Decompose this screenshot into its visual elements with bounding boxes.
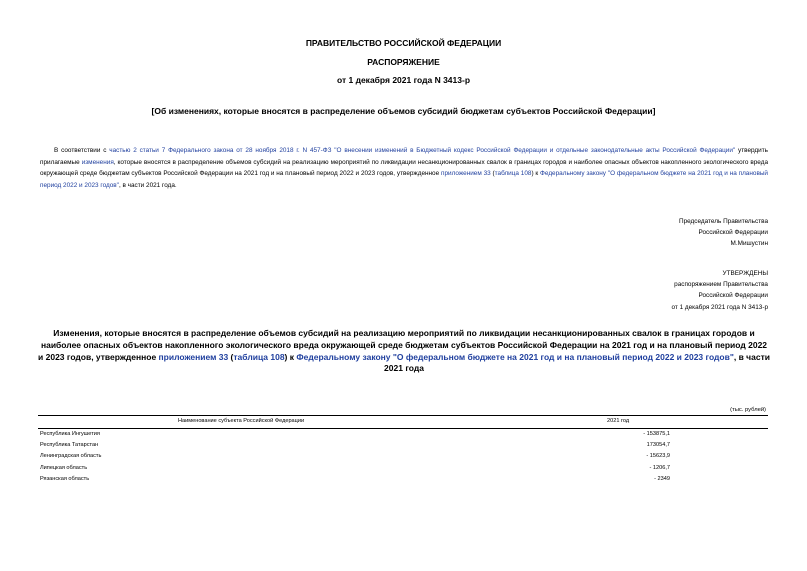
federal-budget-law-link[interactable]: Федеральному закону "О федеральном бюджете на 2021 год и на плановый период 2022 и 2023 годов" [296,351,734,362]
table-row [38,440,768,451]
table-108-link[interactable]: таблица 108 [494,170,532,178]
signature-block [679,216,768,250]
region-name: Ленинградская область [40,453,102,460]
approved-line: Российской Федерации [698,292,768,300]
paragraph-text: ( [490,170,495,178]
region-name: Липецкая область [40,464,88,471]
authority-heading: ПРАВИТЕЛЬСТВО РОССИЙСКОЙ ФЕДЕРАЦИИ [305,38,502,48]
title-text: Изменения, которые вносятся в распределение объемов субсидий на реализацию мероприятий по ликвидации несанкционированных свалок в границах городов и наиболее опасных объектов накопленного экологического вреда окружающей среде бюджетам субъектов Российской Федерации на 2021 год и на плановый период 2022 и 2023 годов, утвержденное [38,328,768,362]
unit-label: (тыс. рублей) [730,407,766,413]
table-108-link[interactable]: таблица 108 [233,351,285,362]
title-text: ( [228,351,234,362]
approved-block [671,268,768,313]
appendix-33-link[interactable]: приложением 33 [158,351,229,362]
signature-line: М.Мишустин [730,240,768,248]
paragraph-text: ) к [531,170,541,178]
title-text: ) к [284,351,297,362]
table-header [38,415,768,429]
region-name: Республика Татарстан [40,442,99,449]
region-value: - 2349 [654,475,670,482]
title-text: , в части 2021 года [384,351,770,374]
approved-line: от 1 декабря 2021 года N 3413-р [671,303,768,311]
appendix-33-link[interactable]: приложением 33 [441,170,491,178]
law-457-link[interactable]: частью 2 статьи 7 Федерального закона от 28 ноября 2018 г. N 457-ФЗ "О внесении изменений в Бюджетный кодекс Российской Федерации и отдельные законодательные акты Российской Федерации" [109,147,736,154]
table-row [38,429,768,440]
subject-heading: [Об изменениях, которые вносятся в распределение объемов субсидий бюджетам субъектов Российской Федерации] [151,106,656,116]
table-row [38,474,768,485]
approved-line: распоряжением Правительства [674,281,768,289]
federal-budget-law-link[interactable]: Федеральному закону "О федеральном бюджете на 2021 год и на плановый период 2022 и 2023 годов" [40,170,769,189]
region-value: - 153875,1 [643,431,670,437]
paragraph-text: В соответствии с [54,147,110,154]
region-name: Республика Ингушетия [40,431,100,437]
signature-line: Председатель Правительства [679,218,768,225]
paragraph-text: , которые вносятся в распределение объемов субсидий на реализацию мероприятий по ликвидации несанкционированных свалок в границах городов и наиболее опасных объектов накопленного экологического вреда окружающей среде бюджетам субъектов Российской Федерации на 2021 год и на плановый период 2022 и 2023 годов, утвержденное [40,158,769,178]
doc-type-heading: РАСПОРЯЖЕНИЕ [367,57,440,67]
subsidy-table [38,415,768,485]
changes-title [38,328,770,375]
region-value: - 1206,7 [649,464,670,471]
main-paragraph [40,145,768,191]
region-value: 173054,7 [646,442,670,449]
table-row [38,463,768,474]
region-name: Рязанская область [40,475,90,482]
signature-line: Российской Федерации [698,229,768,237]
changes-link[interactable]: изменения [81,158,114,166]
date-number-heading: от 1 декабря 2021 года N 3413-р [336,75,471,85]
paragraph-text: утвердить прилагаемые [40,147,768,166]
paragraph-text: , в части 2021 года. [118,181,177,189]
region-value: - 15623,9 [646,453,670,460]
table-row [38,451,768,462]
approved-line: УТВЕРЖДЕНЫ [722,270,768,277]
column-header-name: Наименование субъекта Российской Федерации [178,418,305,424]
column-header-year: 2021 год [607,418,630,424]
